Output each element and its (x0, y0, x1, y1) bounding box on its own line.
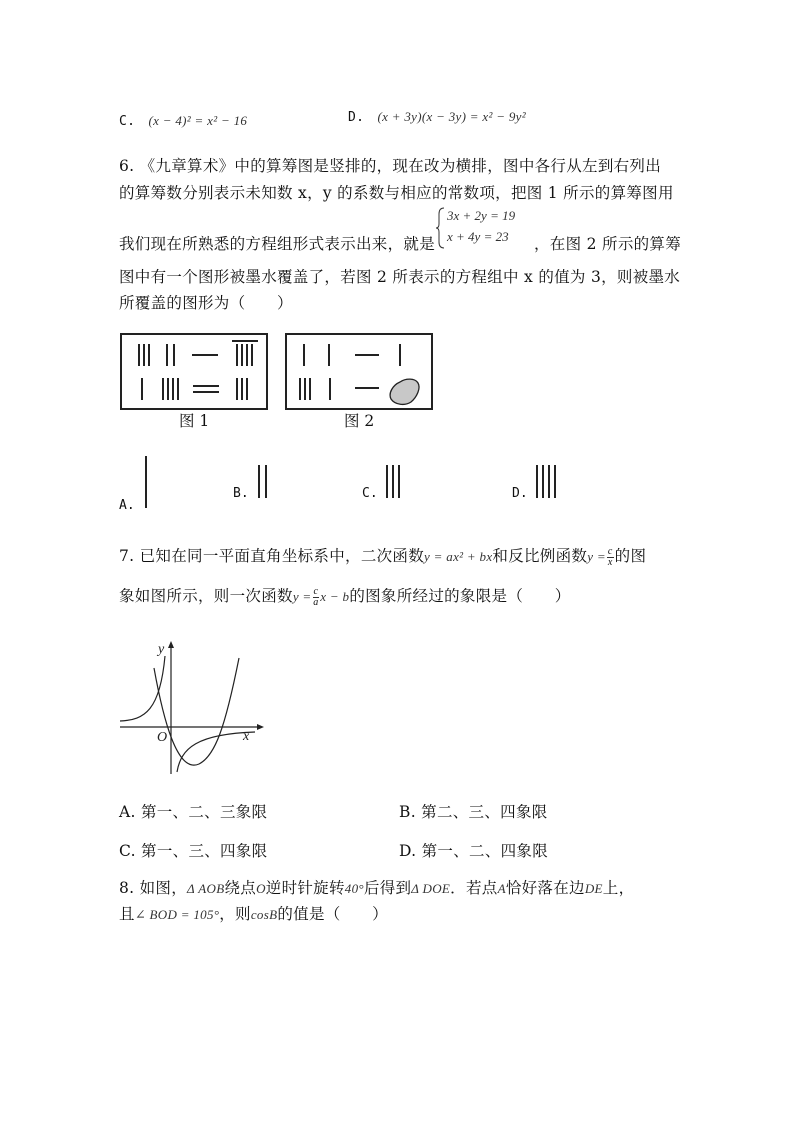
q8-text-line-1 (119, 876, 634, 898)
linear-rest: x − b (320, 589, 350, 604)
linear-lhs: y = (292, 589, 312, 604)
q8-text: 逆时针旋转 (265, 879, 345, 897)
ink-blot (387, 375, 421, 411)
q6-option-b-rods (258, 465, 270, 498)
q7-line1-lead: 7. 已知在同一平面直角坐标系中，二次函数 (119, 547, 425, 565)
q8-text: ．若点 (450, 879, 498, 897)
q6-option-a-rods (145, 456, 147, 508)
option-label: D. (348, 110, 365, 125)
q8-text: 绕点 (224, 879, 257, 897)
q8-text: ，则 (219, 905, 251, 923)
reciprocal-fraction (607, 547, 614, 568)
q8-text: 恰好落在边 (505, 879, 585, 897)
q6-option-c-label: C. (362, 486, 378, 501)
q6-option-a-label: A. (119, 498, 135, 513)
q7-line2-lead: 象如图所示，则一次函数 (119, 587, 293, 605)
q7-line1-mid: 和反比例函数 (492, 547, 588, 565)
q8-text: 且 (119, 905, 135, 923)
figure-1-caption: 图 1 (179, 412, 210, 430)
q8-text: 的值是（ ） (277, 905, 388, 923)
quadratic-expression: y = ax² + bx (424, 549, 493, 564)
counting-rod-figure-1 (120, 333, 268, 410)
fraction-denominator: a (313, 596, 319, 608)
q7-option-c: C. 第一、三、四象限 (119, 842, 268, 860)
figure-2-caption: 图 2 (344, 412, 375, 430)
fraction-numerator: c (607, 545, 613, 557)
q7-option-b: B. 第二、三、四象限 (399, 803, 548, 821)
q7-line1-tail: 的图 (614, 547, 647, 565)
cos-b: cosB (250, 907, 278, 922)
q7-text-line-2 (119, 584, 571, 608)
angle-bod: ∠ BOD = 105° (134, 907, 220, 922)
q5-option-c (119, 111, 247, 129)
q7-option-a: A. 第一、二、三象限 (119, 803, 268, 821)
q6-text-line-4: 图中有一个图形被墨水覆盖了，若图 2 所表示的方程组中 x 的值为 3，则被墨水 (119, 268, 681, 286)
point-a: A (497, 881, 506, 896)
q6-option-c-rods (386, 465, 402, 498)
q7-text-line-1 (119, 544, 646, 568)
point-o: O (256, 881, 266, 896)
linear-fraction (313, 587, 320, 608)
q6-text-line-5: 所覆盖的图形为（ ） (119, 294, 293, 312)
reciprocal-lhs: y = (587, 549, 606, 564)
equation-1: 3x + 2y = 19 (447, 208, 516, 223)
q6-option-d-rods (536, 465, 558, 498)
q5-option-d (348, 107, 526, 125)
q8-text: 上， (602, 879, 635, 897)
q6-option-b-label: B. (233, 486, 249, 501)
function-graph (115, 638, 265, 780)
system-brace (436, 207, 446, 249)
rotation-angle: 40° (344, 881, 364, 896)
q8-text-line-2 (119, 902, 388, 924)
triangle-doe: Δ DOE (411, 881, 451, 896)
q6-option-d-label: D. (512, 486, 528, 501)
x-axis-label: x (243, 729, 250, 744)
q7-option-d: D. 第一、二、四象限 (399, 842, 549, 860)
q8-lead: 8. 如图， (119, 879, 188, 897)
q6-text-line-2: 的算筹数分别表示未知数 x，y 的系数与相应的常数项，把图 1 所示的算筹图用 (119, 184, 674, 202)
q6-text-line-3a: 我们现在所熟悉的方程组形式表示出来，就是 (119, 235, 436, 253)
option-label: C. (119, 114, 136, 129)
y-axis-label: y (158, 642, 165, 657)
option-expression: (x − 4)² = x² − 16 (148, 113, 248, 128)
segment-de: DE (584, 881, 603, 896)
fraction-denominator: x (607, 556, 613, 568)
q6-text-line-3b: ，在图 2 所示的算筹 (534, 235, 682, 253)
origin-label: O (157, 730, 168, 745)
option-expression: (x + 3y)(x − 3y) = x² − 9y² (377, 109, 526, 124)
q6-text-line-1: 6. 《九章算术》中的算筹图是竖排的，现在改为横排，图中各行从左到右列出 (119, 157, 662, 175)
fraction-numerator: c (313, 585, 319, 597)
triangle-aob: Δ AOB (187, 881, 225, 896)
counting-rod-figure-2 (285, 333, 433, 410)
q7-line2-tail: 的图象所经过的象限是（ ） (349, 587, 571, 605)
q8-text: 后得到 (363, 879, 412, 897)
equation-2: x + 4y = 23 (447, 229, 509, 244)
